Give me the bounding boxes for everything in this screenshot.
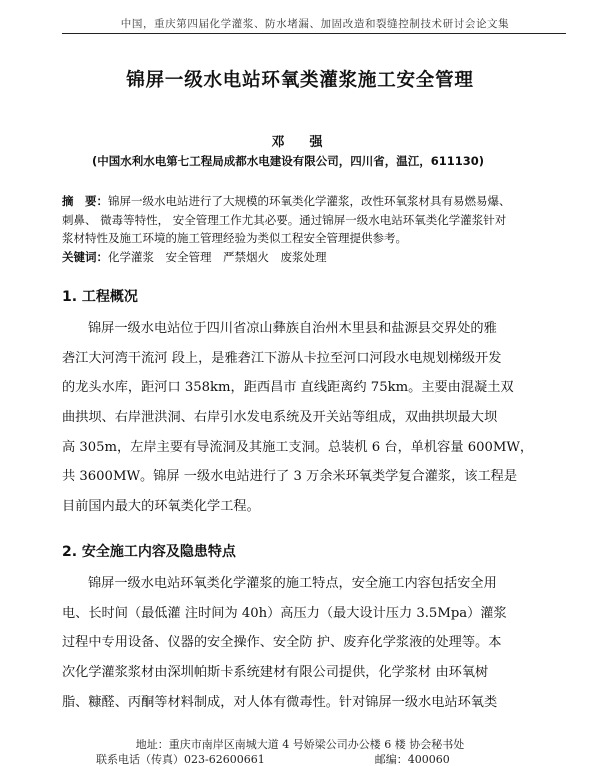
author-affiliation: (中国水利水电第七工程局成都水电建设有限公司，四川省，温江，611130) xyxy=(92,154,485,168)
author-name: 邓 强 xyxy=(271,135,329,150)
body-line: 锦屏一级水电站位于四川省凉山彝族自治州木里县和盐源县交界处的雅 xyxy=(88,321,497,336)
abstract-line: 浆材特性及施工环境的施工管理经验为类似工程安全管理提供参考。 xyxy=(62,231,407,245)
abstract-label: 摘 要： xyxy=(62,194,108,208)
keywords-label: 关键词： xyxy=(62,249,108,264)
section-1-body xyxy=(62,314,582,522)
footer-contact-line: 联系电话（传真）023-62600661 邮编：400060 xyxy=(96,753,450,766)
running-header: 中国，重庆第四届化学灌浆、防水堵漏、加固改造和裂缝控制技术研讨会论文集 xyxy=(120,18,510,30)
body-line: 过程中专用设备、仪器的安全操作、安全防 护、废弃化学浆液的处理等。本 xyxy=(62,635,502,651)
abstract-text: 锦屏一级水电站进行了大规模的环氧类化学灌浆，改性环氧浆材具有易燃易爆、 xyxy=(108,194,511,208)
section-heading-1: 1. 工程概况 xyxy=(62,289,138,305)
keywords-line xyxy=(62,248,572,267)
body-line: 电、长时间（最低灌 注时间为 40h）高压力（最大设计压力 3.5Mpa）灌浆 xyxy=(62,605,507,621)
body-line: 的龙头水库，距河口 358km，距西昌市 直线距离约 75km。主要由混凝土双 xyxy=(62,380,514,396)
section-heading-2: 2. 安全施工内容及隐患特点 xyxy=(62,544,236,560)
body-line: 砻江大河湾干流河 段上，是雅砻江下游从卡拉至河口河段水电规划梯级开发 xyxy=(62,350,502,366)
body-line: 次化学灌浆浆材由深圳帕斯卡系统建材有限公司提供，化学浆材 由环氧树 xyxy=(62,665,489,681)
footer-address: 地址：重庆市南岸区南城大道 4 号娇梁公司办公楼 6 楼 协会秘书处 xyxy=(135,738,465,751)
paper-title: 锦屏一级水电站环氧类灌浆施工安全管理 xyxy=(126,70,474,91)
body-line: 锦屏一级水电站环氧类化学灌浆的施工特点，安全施工内容包括安全用 xyxy=(88,576,497,591)
body-line: 曲拱坝、右岸泄洪洞、右岸引水发电系统及开关站等组成，双曲拱坝最大坝 xyxy=(62,410,498,426)
body-line: 共 3600MW。锦屏 一级水电站进行了 3 万余米环氧类学复合灌浆，该工程是 xyxy=(62,469,518,485)
keywords-text: 化学灌浆 安全管理 严禁烟火 废浆处理 xyxy=(108,249,327,264)
body-line: 目前国内最大的环氧类化学工程。 xyxy=(62,499,260,515)
body-line: 脂、糠醛、丙酮等材料制成，对人体有微毒性。针对锦屏一级水电站环氧类 xyxy=(62,694,498,710)
body-line: 高 305m，左岸主要有导流洞及其施工支洞。总装机 6 台，单机容量 600MW， xyxy=(62,439,534,455)
header-rule xyxy=(62,33,566,34)
abstract-line: 刺鼻、 微毒等特性， 安全管理工作尤其必要。通过锦屏一级水电站环氧类化学灌浆针对 xyxy=(62,212,507,227)
abstract-block xyxy=(62,192,572,266)
section-2-body xyxy=(62,569,582,717)
abstract-line xyxy=(62,192,572,211)
